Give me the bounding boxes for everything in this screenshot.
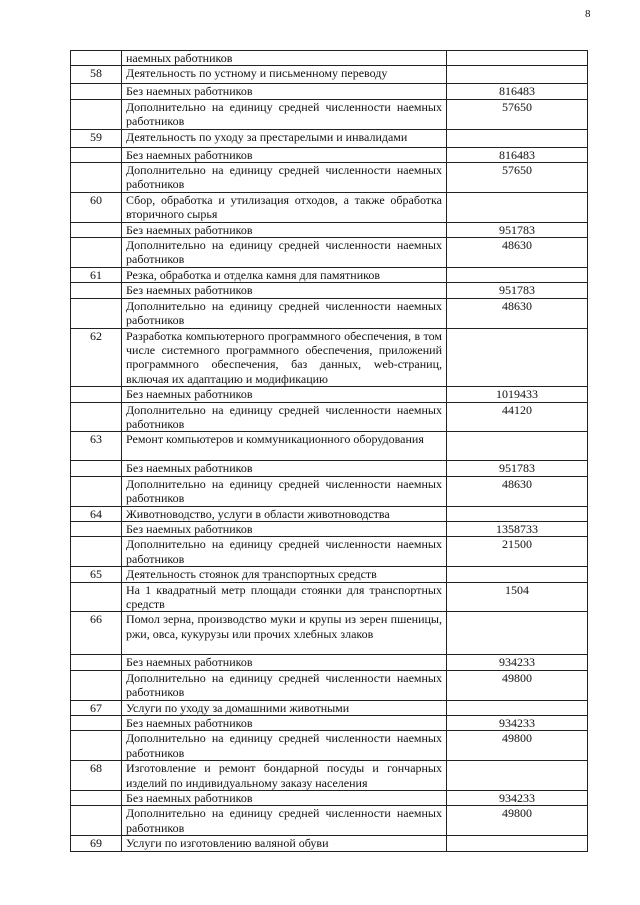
table-row <box>71 163 588 193</box>
row-number <box>71 163 122 193</box>
row-number: 59 <box>71 129 122 147</box>
table-row <box>71 731 588 761</box>
activity-description: Дополнительно на единицу средней численности наемных работников <box>122 731 447 761</box>
table-row <box>71 655 588 670</box>
table-row <box>71 147 588 162</box>
table-row <box>71 791 588 806</box>
row-number <box>71 51 122 66</box>
activity-description: Дополнительно на единицу средней численности наемных работников <box>122 99 447 129</box>
activity-description: Без наемных работников <box>122 716 447 731</box>
row-number: 62 <box>71 328 122 387</box>
activity-description: Дополнительно на единицу средней численности наемных работников <box>122 670 447 700</box>
row-number <box>71 716 122 731</box>
row-number <box>71 655 122 670</box>
row-number <box>71 791 122 806</box>
activity-description: Услуги по уходу за домашними животными <box>122 700 447 715</box>
income-value: 48630 <box>447 238 588 268</box>
activity-description: Деятельность по устному и письменному переводу <box>122 66 447 84</box>
activity-description: Разработка компьютерного программного обеспечения, в том числе системного программного обеспечения, приложений программного обеспечения, баз данных, web-страниц, включая их адаптацию и модификацию <box>122 328 447 387</box>
activity-description: Дополнительно на единицу средней численности наемных работников <box>122 476 447 506</box>
row-number: 61 <box>71 267 122 282</box>
table-row <box>71 700 588 715</box>
row-number <box>71 238 122 268</box>
activity-description: Услуги по изготовлению валяной обуви <box>122 836 447 851</box>
income-value <box>447 192 588 222</box>
activity-description: Без наемных работников <box>122 461 447 476</box>
table-row <box>71 761 588 791</box>
activity-description: Сбор, обработка и утилизация отходов, а также обработка вторичного сырья <box>122 192 447 222</box>
income-value: 49800 <box>447 670 588 700</box>
row-number: 69 <box>71 836 122 851</box>
income-value: 48630 <box>447 298 588 328</box>
income-value: 49800 <box>447 806 588 836</box>
income-value: 934233 <box>447 655 588 670</box>
activity-description: Изготовление и ремонт бондарной посуды и гончарных изделий по индивидуальному заказу населения <box>122 761 447 791</box>
table-row <box>71 238 588 268</box>
income-value: 816483 <box>447 147 588 162</box>
row-number <box>71 387 122 402</box>
table-row <box>71 506 588 521</box>
activity-description: Без наемных работников <box>122 84 447 99</box>
income-value: 48630 <box>447 476 588 506</box>
table-row <box>71 432 588 461</box>
row-number: 68 <box>71 761 122 791</box>
row-number <box>71 99 122 129</box>
income-value: 816483 <box>447 84 588 99</box>
table-row <box>71 567 588 582</box>
page-number: 8 <box>585 8 591 20</box>
activity-description: Дополнительно на единицу средней численности наемных работников <box>122 537 447 567</box>
row-number <box>71 806 122 836</box>
row-number <box>71 84 122 99</box>
activity-description: Без наемных работников <box>122 655 447 670</box>
activity-description: Без наемных работников <box>122 147 447 162</box>
table-row <box>71 806 588 836</box>
income-value: 44120 <box>447 402 588 432</box>
table-row <box>71 716 588 731</box>
income-value: 934233 <box>447 791 588 806</box>
activity-description: Ремонт компьютеров и коммуникационного оборудования <box>122 432 447 461</box>
activity-description: наемных работников <box>122 51 447 66</box>
table-row <box>71 222 588 237</box>
activity-description: Животноводство, услуги в области животноводства <box>122 506 447 521</box>
income-value <box>447 66 588 84</box>
tariff-table <box>70 50 588 852</box>
income-value: 21500 <box>447 537 588 567</box>
activity-description: Без наемных работников <box>122 387 447 402</box>
table-body <box>71 51 588 852</box>
table-row <box>71 192 588 222</box>
row-number <box>71 283 122 298</box>
activity-description: Дополнительно на единицу средней численности наемных работников <box>122 238 447 268</box>
table-row <box>71 84 588 99</box>
row-number <box>71 476 122 506</box>
row-number <box>71 298 122 328</box>
income-value <box>447 506 588 521</box>
row-number: 66 <box>71 612 122 655</box>
row-number <box>71 582 122 612</box>
income-value <box>447 267 588 282</box>
activity-description: Без наемных работников <box>122 283 447 298</box>
activity-description: Резка, обработка и отделка камня для памятников <box>122 267 447 282</box>
row-number <box>71 147 122 162</box>
income-value <box>447 836 588 851</box>
row-number: 60 <box>71 192 122 222</box>
activity-description: Дополнительно на единицу средней численности наемных работников <box>122 806 447 836</box>
row-number: 65 <box>71 567 122 582</box>
income-value: 57650 <box>447 99 588 129</box>
activity-description: Без наемных работников <box>122 222 447 237</box>
row-number <box>71 537 122 567</box>
income-value: 951783 <box>447 461 588 476</box>
row-number: 58 <box>71 66 122 84</box>
income-value: 57650 <box>447 163 588 193</box>
table-row <box>71 51 588 66</box>
row-number: 67 <box>71 700 122 715</box>
activity-description: Деятельность по уходу за престарелыми и инвалидами <box>122 129 447 147</box>
activity-description: Помол зерна, производство муки и крупы из зерен пшеницы, ржи, овса, кукурузы или прочих хлебных злаков <box>122 612 447 655</box>
activity-description: На 1 квадратный метр площади стоянки для транспортных средств <box>122 582 447 612</box>
income-value: 951783 <box>447 283 588 298</box>
row-number <box>71 670 122 700</box>
income-value: 934233 <box>447 716 588 731</box>
income-value <box>447 432 588 461</box>
table-row <box>71 129 588 147</box>
row-number <box>71 222 122 237</box>
table-row <box>71 612 588 655</box>
activity-description: Дополнительно на единицу средней численности наемных работников <box>122 402 447 432</box>
activity-description: Без наемных работников <box>122 521 447 536</box>
activity-description: Дополнительно на единицу средней численности наемных работников <box>122 298 447 328</box>
table-row <box>71 402 588 432</box>
income-value <box>447 761 588 791</box>
table-row <box>71 836 588 851</box>
income-value: 1019433 <box>447 387 588 402</box>
row-number <box>71 521 122 536</box>
income-value <box>447 567 588 582</box>
row-number <box>71 461 122 476</box>
activity-description: Без наемных работников <box>122 791 447 806</box>
income-value: 1504 <box>447 582 588 612</box>
table-row <box>71 670 588 700</box>
income-value <box>447 700 588 715</box>
table-row <box>71 298 588 328</box>
table-row <box>71 66 588 84</box>
table-row <box>71 387 588 402</box>
activity-description: Деятельность стоянок для транспортных средств <box>122 567 447 582</box>
table-row <box>71 283 588 298</box>
table-row <box>71 582 588 612</box>
income-value <box>447 51 588 66</box>
income-value <box>447 612 588 655</box>
table-row <box>71 328 588 387</box>
row-number: 63 <box>71 432 122 461</box>
table-row <box>71 99 588 129</box>
row-number <box>71 402 122 432</box>
income-value <box>447 328 588 387</box>
income-value: 1358733 <box>447 521 588 536</box>
row-number <box>71 731 122 761</box>
table-row <box>71 461 588 476</box>
income-value: 951783 <box>447 222 588 237</box>
table-row <box>71 267 588 282</box>
table-row <box>71 521 588 536</box>
activity-description: Дополнительно на единицу средней численности наемных работников <box>122 163 447 193</box>
income-value <box>447 129 588 147</box>
income-value: 49800 <box>447 731 588 761</box>
table-row <box>71 476 588 506</box>
row-number: 64 <box>71 506 122 521</box>
table-row <box>71 537 588 567</box>
